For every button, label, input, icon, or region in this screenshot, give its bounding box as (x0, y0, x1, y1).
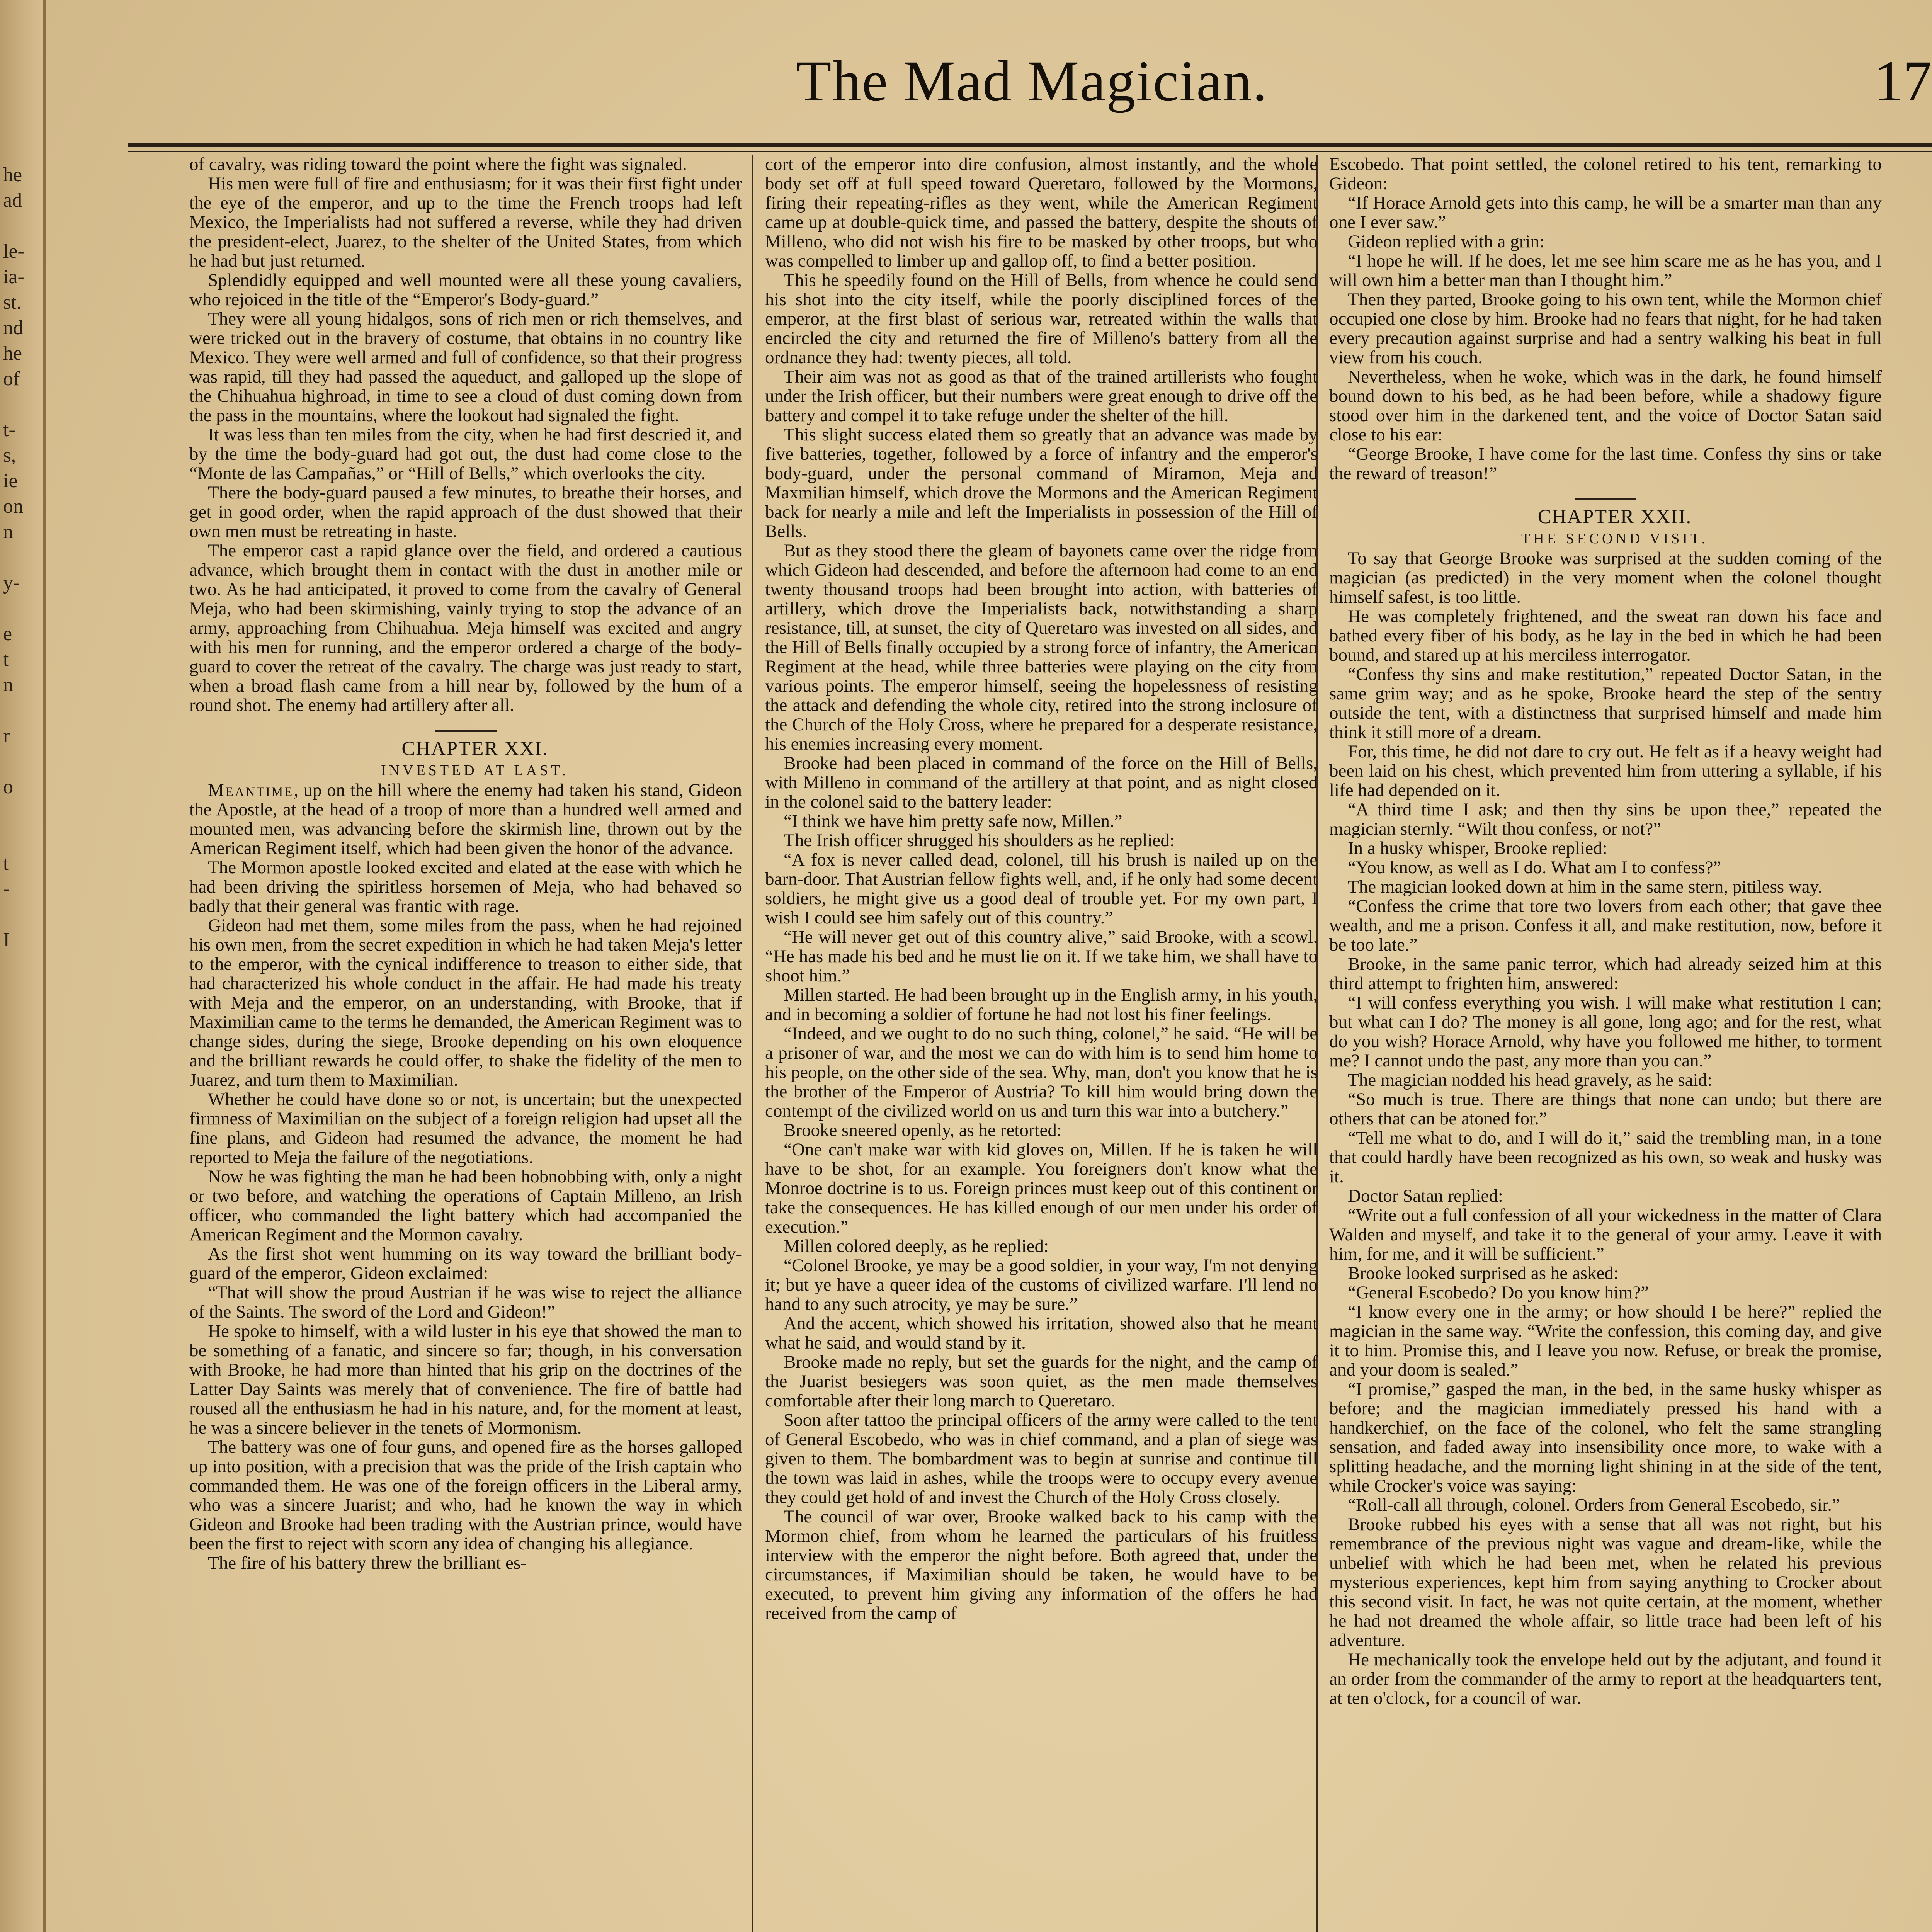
gutter-fragment: ia- (3, 266, 24, 288)
paragraph: cort of the emperor into dire confusion, almost instantly, and the whole body set off at full speed toward Queretaro, followed by the Mormons, firing their repeating-rifles as they went, while the American Regiment came up at double-quick time, and passed the battery, despite the shouts of Milleno, who did not wish his fire to be masked by other troops, but who was compelled to limber up and gallop off, to find a better position. (765, 155, 1318, 271)
paragraph: It was less than ten miles from the city, when he had first descried it, and by the time the body-guard had got out, the dust had come close to the “Monte de las Campañas,” or “Hill of Bells,” which overlooks the city. (189, 425, 742, 483)
paragraph: Brooke looked surprised as he asked: (1348, 1263, 1619, 1283)
paragraph: As the first shot went humming on its way toward the brilliant body-guard of the emperor, Gideon exclaimed: (189, 1244, 742, 1283)
paragraph: Millen colored deeply, as he replied: (784, 1236, 1049, 1256)
paragraph: Millen started. He had been brought up in the English army, in his youth, and in becoming a soldier of fortune he had not lost his finer feelings. (765, 985, 1318, 1024)
paragraph: “So much is true. There are things that none can undo; but there are others that can be atoned for.” (1329, 1089, 1882, 1129)
paragraph: But as they stood there the gleam of bayonets came over the ridge from which Gideon had descended, and before the afternoon had come to an end twenty thousand troops had been brought into action, with batteries of artillery, which drove the Imperialists back, notwithstanding a sharp resistance, till, at sunset, the city of Queretaro was invested on all sides, and the Hill of Bells finally occupied by a strong force of infantry, the American Regiment at the head, while three batteries were playing on the city from various points. The emperor himself, seeing the hopelessness of resisting the attack and defending the whole city, retired into the strong inclosure of the Church of the Holy Cross, where he prepared for a desperate resistance, his enemies increasing every moment. (765, 541, 1318, 754)
paragraph: Brooke had been placed in command of the force on the Hill of Bells, with Milleno in command of the artillery at that point, and as night closed in the colonel said to the battery leader: (765, 753, 1318, 812)
paragraph: “I promise,” gasped the man, in the bed, in the same husky whisper as before; and the magician immediately pressed his hand with a handkerchief, on the face of the colonel, who felt the same strangling sensation, and faded away into insensibility once more, to wake with a splitting headache, and the morning light shining in at the side of the tent, while Crocker's voice was saying: (1329, 1379, 1882, 1496)
gutter-fragment: le- (3, 240, 24, 262)
gutter-fragment: e (3, 623, 12, 645)
previous-page-gutter (0, 0, 46, 1932)
paragraph: His men were full of fire and enthusiasm; for it was their first fight under the eye of the emperor, and up to the time the French troops had left Mexico, the Imperialists had not suffered a reverse, while they had driven the president-elect, Juarez, to the shelter of the United States, from which he had but just returned. (189, 173, 742, 271)
paragraph: Brooke rubbed his eyes with a sense that all was not right, but his remembrance of the previous night was vague and dream-like, while the unbelief with which he had been met, when he related his previous mysterious experiences, kept him from saying anything to Crocker about this second visit. In fact, he was not quite certain, at the moment, whether he had not dreamed the whole affair, so little trace had been left of his adventure. (1329, 1514, 1882, 1650)
column-divider (752, 155, 753, 1932)
paragraph: “He will never get out of this country alive,” said Brooke, with a scowl. “He has made his bed and he must lie on it. If we take him, we shall have to shoot him.” (765, 927, 1318, 986)
chapter-subtitle: THE SECOND VISIT. (1521, 531, 1708, 547)
gutter-fragment: r (3, 725, 10, 747)
running-title: The Mad Magician. (796, 49, 1268, 113)
paragraph: Brooke, in the same panic terror, which had already seized him at this third attempt to frighten him, answered: (1329, 954, 1882, 993)
paragraph: “Write out a full confession of all your wickedness in the matter of Clara Walden and myself, and take it to the general of your army. Leave it with him, for me, and it will be sufficient.” (1329, 1205, 1882, 1264)
paragraph: “I know every one in the army; or how should I be here?” replied the magician in the same way. “Write the confession, this coming day, and give it to him. Promise this, and I leave you now. Refuse, or break the promise, and your doom is sealed.” (1329, 1302, 1882, 1380)
paragraph: Soon after tattoo the principal officers of the army were called to the tent of General Escobedo, who was in chief command, and a plan of siege was given to them. The bombardment was to begin at sunrise and continue till the town was laid in ashes, while the troops were to occupy every avenue they could get hold of and invest the Church of the Holy Cross closely. (765, 1410, 1318, 1507)
gutter-fragment: n (3, 674, 13, 696)
paragraph: “You know, as well as I do. What am I to confess?” (1348, 857, 1721, 878)
page-header (62, 35, 1932, 112)
paragraph: Nevertheless, when he woke, which was in the dark, he found himself bound down to his bed, as he had been before, while a shadowy figure stood over him in the darkened tent, and the voice of Doctor Satan said close to his ear: (1329, 367, 1882, 445)
text-column-1 (189, 155, 742, 1932)
paragraph: The magician nodded his head gravely, as he said: (1348, 1070, 1713, 1090)
gutter-fragment: y- (3, 572, 20, 594)
gutter-fragment: on (3, 495, 23, 517)
paragraph: “Tell me what to do, and I will do it,” said the trembling man, in a tone that could hardly have been recognized as his own, so weak and husky was it. (1329, 1128, 1882, 1187)
paragraph: “A fox is never called dead, colonel, till his brush is nailed up on the barn-door. That Austrian fellow fights well, and, if he only had some decent soldiers, he might give us a good deal of trouble yet. For my own part, I wish I could see him safely out of this country.” (765, 850, 1318, 928)
gutter-fragment: nd (3, 317, 23, 339)
paragraph: For, this time, he did not dare to cry out. He felt as if a heavy weight had been laid on his chest, which prevented him from uttering a syllable, if his life had depended on it. (1329, 742, 1882, 800)
gutter-fragment: ie (3, 470, 18, 492)
text-column-3 (1329, 155, 1882, 1932)
paragraph: The Irish officer shrugged his shoulders as he replied: (784, 830, 1175, 850)
gutter-fragment: of (3, 368, 20, 390)
column-3-body (1329, 155, 1882, 483)
gutter-fragment: t (3, 852, 9, 874)
column-1-body (189, 155, 742, 715)
paragraph: There the body-guard paused a few minutes, to breathe their horses, and get in good order, when the rapid approach of the dust showed that their own men must be retreating in haste. (189, 483, 742, 541)
paragraph: To say that George Brooke was surprised at the sudden coming of the magician (as predicted) in the very moment when the colonel thought himself safest, is too little. (1329, 548, 1882, 607)
column-2-body (765, 155, 1318, 1623)
gutter-fragment: t (3, 648, 9, 670)
paragraph: The magician looked down at him in the same stern, pitiless way. (1348, 877, 1822, 897)
paragraph: He mechanically took the envelope held out by the adjutant, and found it an order from the commander of the army to report at the headquarters tent, at ten o'clock, for a council of war. (1329, 1650, 1882, 1708)
paragraph: Brooke made no reply, but set the guards for the night, and the camp of the Juarist besiegers was soon quiet, as the men made themselves comfortable after their long march to Queretaro. (765, 1352, 1318, 1411)
paragraph: Gideon had met them, some miles from the pass, when he had rejoined his own men, from the secret expedition in which he had taken Meja's letter to the emperor, with the cynical indifference to treason to either side, that had characterized his whole conduct in the affair. He had made his treaty with Meja and the emperor, on an understanding, with Brooke, that if Maximilian came to the terms he demanded, the American Regiment was to change sides, during the siege, Brooke depending on his own eloquence and the brilliant rewards he could offer, to shake the fidelity of the men to Juarez, and turn them to Maximilian. (189, 915, 742, 1090)
column-1-body-continued (189, 781, 742, 1573)
paragraph: Gideon replied with a grin: (1348, 231, 1545, 252)
chapter-rule (435, 730, 497, 732)
gutter-fragment: t- (3, 419, 15, 441)
paragraph: The battery was one of four guns, and opened fire as the horses galloped up into position, with a precision that was the pride of the Irish captain who commanded them. He was one of the foreign officers in the Liberal army, who was a sincere Juarist; and who, had he known the way in which Gideon and Brooke had been trading with the Austrian prince, would have been the first to reject with scorn any idea of changing his allegiance. (189, 1437, 742, 1554)
paragraph: “Confess thy sins and make restitution,” repeated Doctor Satan, in the same grim way; and as he spoke, Brooke heard the step of the sentry outside the tent, with a distinctness that surprised himself and made him think it still more of a dream. (1329, 664, 1882, 742)
gutter-fragment: o (3, 776, 13, 798)
paragraph: The emperor cast a rapid glance over the field, and ordered a cautious advance, which brought them in contact with the dust in another mile or two. As he had anticipated, it proved to come from the cavalry of General Meja, who had been skirmishing, vainly trying to stop the advance of an army, approaching from Chihuahua. Meja himself was excited and angry with his men for running, and the emperor ordered a charge of the body-guard to cover the retreat of the cavalry. The charge was just ready to start, when a broad flash came from a hill near by, followed by the hum of a round shot. The enemy had artillery after all. (189, 541, 742, 715)
paragraph: “General Escobedo? Do you know him?” (1348, 1282, 1649, 1303)
paragraph: And the accent, which showed his irritation, showed also that he meant what he said, and would stand by it. (765, 1313, 1318, 1353)
paragraph: “Indeed, and we ought to do no such thing, colonel,” he said. “He will be a prisoner of war, and the most we can do with him is to send him home to his people, on the other side of the sea. Why, man, don't you know that he is the brother of the Emperor of Austria? To kill him would bring down the contempt of the civilized world on us and turn this war into a butchery.” (765, 1024, 1318, 1121)
paragraph: “That will show the proud Austrian if he was wise to reject the alliance of the Saints. The sword of the Lord and Gideon!” (189, 1282, 742, 1322)
paragraph: The fire of his battery threw the brilliant es- (208, 1553, 527, 1573)
chapter-subtitle: INVESTED AT LAST. (381, 762, 569, 779)
gutter-fragment: s, (3, 444, 16, 466)
paragraph: Whether he could have done so or not, is uncertain; but the unexpected firmness of Maximilian on the subject of a foreign religion had upset all the fine plans, and Gideon had resumed the advance, the moment he had reported to Meja the failure of the negotiations. (189, 1089, 742, 1167)
paragraph: “Confess the crime that tore two lovers from each other; that gave thee wealth, and me a prison. Confess it all, and make restitution, now, before it be too late.” (1329, 896, 1882, 955)
paragraph: This he speedily found on the Hill of Bells, from whence he could send his shot into the city itself, while the poorly disciplined forces of the emperor, at the first blast of serious war, retreated within the walls that encircled the city and returned the fire of Milleno's battery from all the ordnance they had: twenty pieces, all told. (765, 270, 1318, 367)
paragraph: Meantime, up on the hill where the enemy had taken his stand, Gideon the Apostle, at the head of a troop of more than a hundred well armed and mounted men, was advancing before the skirmish line, thrown out by the American Regiment itself, which had been given the honor of the advance. (189, 780, 742, 858)
paragraph: In a husky whisper, Brooke replied: (1348, 838, 1607, 858)
paragraph: This slight success elated them so greatly that an advance was made by five batteries, together, followed by a force of infantry and the emperor's body-guard, under the personal command of Miramon, Meja and Maxmilian himself, which drove the Mormons and the American Regiment back for nearly a mile and left the Imperialists in possession of the Hill of Bells. (765, 425, 1318, 541)
paragraph: “One can't make war with kid gloves on, Millen. If he is taken he will have to be shot, for an example. You foreigners don't know what the Monroe doctrine is to us. Foreign princes must keep out of this continent or take the consequences. He has killed enough of our men under his order of execution.” (765, 1139, 1318, 1237)
paragraph: of cavalry, was riding toward the point where the fight was signaled. (189, 155, 687, 174)
gutter-fragment: I (3, 929, 10, 951)
paragraph: Now he was fighting the man he had been hobnobbing with, only a night or two before, and watching the operations of Captain Milleno, an Irish officer, who commanded the light battery which had accompanied the American Regiment and the Mormon cavalry. (189, 1167, 742, 1245)
paragraph: “I think we have him pretty safe now, Millen.” (784, 811, 1122, 831)
chapter-heading: CHAPTER XXII. (1537, 506, 1692, 528)
paragraph: Doctor Satan replied: (1348, 1186, 1503, 1206)
paragraph: Escobedo. That point settled, the colonel retired to his tent, remarking to Gideon: (1329, 155, 1882, 194)
gutter-fragment: - (3, 878, 10, 900)
paragraph: “George Brooke, I have come for the last time. Confess thy sins or take the reward of treason!” (1329, 444, 1882, 483)
paragraph: They were all young hidalgos, sons of rich men or rich themselves, and were tricked out in the bravery of costume, that obtains in no country like Mexico. They were well armed and full of confidence, so that their progress was rapid, till they had passed the aqueduct, and galloped up the slope of the Chihuahua highroad, in time to see a cloud of dust coming down from the pass in the mountains, where the lookout had signaled the fight. (189, 309, 742, 425)
paragraph: “I hope he will. If he does, let me see him scare me as he has you, and I will own him a better man than I thought him.” (1329, 251, 1882, 290)
paragraph: He spoke to himself, with a wild luster in his eye that showed the man to be something of a fanatic, and sincere so far; though, in his conversation with Brooke, he had more than hinted that his grip on the doctrines of the Latter Day Saints was merely that of convenience. The fire of battle had roused all the enthusiasm he had in his nature, and, for the moment at least, he was a sincere believer in the tenets of Mormonism. (189, 1321, 742, 1438)
paragraph: The Mormon apostle looked excited and elated at the ease with which he had been driving the spiritless horsemen of Meja, who had behaved so badly that their general was frantic with rage. (189, 857, 742, 916)
paragraph: “I will confess everything you wish. I will make what restitution I can; but what can I do? The money is all gone, long ago; and for the rest, what do you wish? Horace Arnold, why have you followed me hither, to torment me? I cannot undo the past, any more than you can.” (1329, 993, 1882, 1071)
paragraph: “Colonel Brooke, ye may be a good soldier, in your way, I'm not denying it; but ye have a queer idea of the customs of civilized warfare. I'll lend no hand to any such atrocity, ye may be sure.” (765, 1255, 1318, 1314)
column-3-body-continued (1329, 549, 1882, 1708)
gutter-fragment: n (3, 521, 13, 543)
header-rule (128, 143, 1932, 147)
gutter-fragment: he (3, 342, 22, 364)
paragraph: Then they parted, Brooke going to his own tent, while the Mormon chief occupied one close by him. Brooke had no fears that night, for he had taken every precaution against surprise and had a sentry walking his beat in full view from his couch. (1329, 289, 1882, 367)
text-column-2 (765, 155, 1318, 1932)
paragraph: The council of war over, Brooke walked back to his camp with the Mormon chief, from whom he learned the particulars of his fruitless interview with the emperor the night before. Both agreed that, under the circumstances, if Maximilian should be taken, he would have to be executed, to prevent him giving any information of the offers he had received from the camp of (765, 1507, 1318, 1623)
gutter-fragment: he (3, 164, 22, 186)
paragraph: Brooke sneered openly, as he retorted: (784, 1120, 1062, 1140)
lead-word: Meantime (208, 780, 294, 800)
paragraph: Their aim was not as good as that of the trained artillerists who fought under the Irish officer, but their numbers were great enough to drive off the battery and compel it to take refuge under the shelter of the hill. (765, 367, 1318, 425)
paragraph: Splendidly equipped and well mounted were all these young cavaliers, who rejoiced in the title of the “Emperor's Body-guard.” (189, 270, 742, 310)
gutter-fragment: ad (3, 189, 22, 211)
chapter-heading: CHAPTER XXI. (401, 738, 548, 760)
chapter-rule (1575, 498, 1636, 500)
page-number: 17 (1874, 49, 1932, 113)
gutter-fragment: st. (3, 291, 22, 313)
header-rule-thin (128, 151, 1932, 152)
paragraph: He was completely frightened, and the sweat ran down his face and bathed every fiber of his body, as he lay in the bed in which he had been bound, and stared up at his merciless interrogator. (1329, 606, 1882, 665)
paragraph: “A third time I ask; and then thy sins be upon thee,” repeated the magician sternly. “Wilt thou confess, or not?” (1329, 799, 1882, 839)
paragraph: “Roll-call all through, colonel. Orders from General Escobedo, sir.” (1348, 1495, 1840, 1515)
paragraph: “If Horace Arnold gets into this camp, he will be a smarter man than any one I ever saw.” (1329, 193, 1882, 232)
